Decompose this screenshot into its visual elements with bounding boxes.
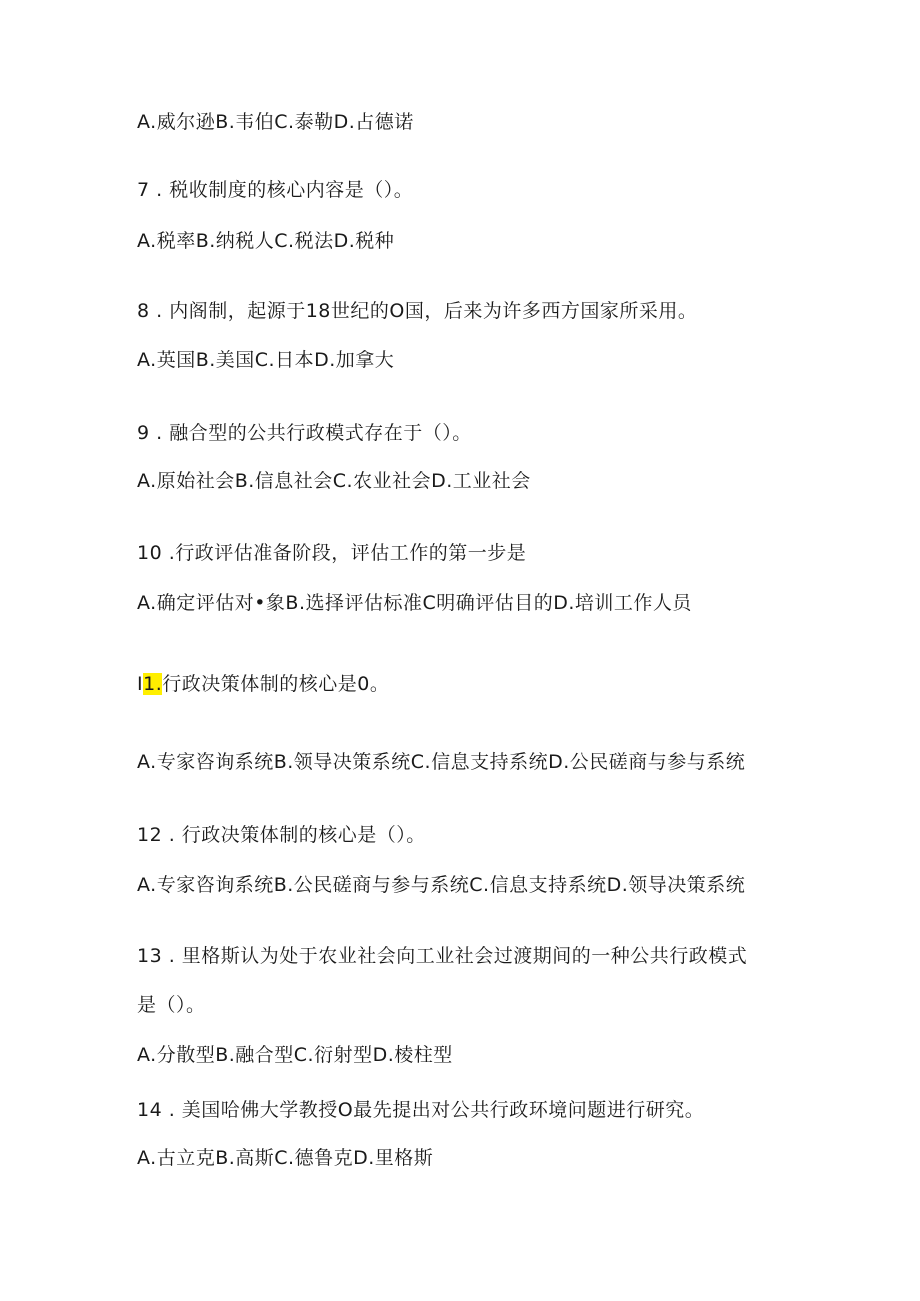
q9-options: A.原始社会B.信息社会C.农业社会D.工业社会 bbox=[137, 470, 531, 492]
q6-options: A.威尔逊B.韦伯C.泰勒D.占德诺 bbox=[137, 111, 414, 133]
q10-options: A.确定评估对•象B.选择评估标准C明确评估目的D.培训工作人员 bbox=[137, 592, 692, 614]
q11-text: 行政决策体制的核心是0。 bbox=[162, 673, 390, 695]
q14-question: 14 . 美国哈佛大学教授O最先提出对公共行政环境问题进行研究。 bbox=[137, 1099, 705, 1121]
q11-options: A.专家咨询系统B.领导决策系统C.信息支持系统D.公民磋商与参与系统 bbox=[137, 751, 746, 773]
q12-question: 12 . 行政决策体制的核心是（）。 bbox=[137, 824, 426, 846]
q11-question bbox=[137, 671, 389, 697]
q7-question: 7 . 税收制度的核心内容是（）。 bbox=[137, 179, 414, 201]
q7-options: A.税率B.纳税人C.税法D.税种 bbox=[137, 230, 395, 252]
q11-prefix: I bbox=[137, 673, 144, 695]
q13-question: 13 . 里格斯认为处于农业社会向工业社会过渡期间的一种公共行政模式 bbox=[137, 945, 748, 967]
q8-question: 8 . 内阁制，起源于18世纪的O国，后来为许多西方国家所采用。 bbox=[137, 300, 698, 322]
q10-question: 10 .行政评估准备阶段，评估工作的第一步是 bbox=[137, 542, 527, 564]
q9-question: 9 . 融合型的公共行政模式存在于（）。 bbox=[137, 422, 472, 444]
q12-options: A.专家咨询系统B.公民磋商与参与系统C.信息支持系统D.领导决策系统 bbox=[137, 874, 746, 896]
q8-options: A.英国B.美国C.日本D.加拿大 bbox=[137, 349, 395, 371]
highlighted-text: 1. bbox=[143, 673, 163, 695]
q13-question-cont: 是（）。 bbox=[137, 994, 206, 1016]
q13-options: A.分散型B.融合型C.衍射型D.棱柱型 bbox=[137, 1044, 453, 1066]
q14-options: A.古立克B.高斯C.德鲁克D.里格斯 bbox=[137, 1147, 434, 1169]
